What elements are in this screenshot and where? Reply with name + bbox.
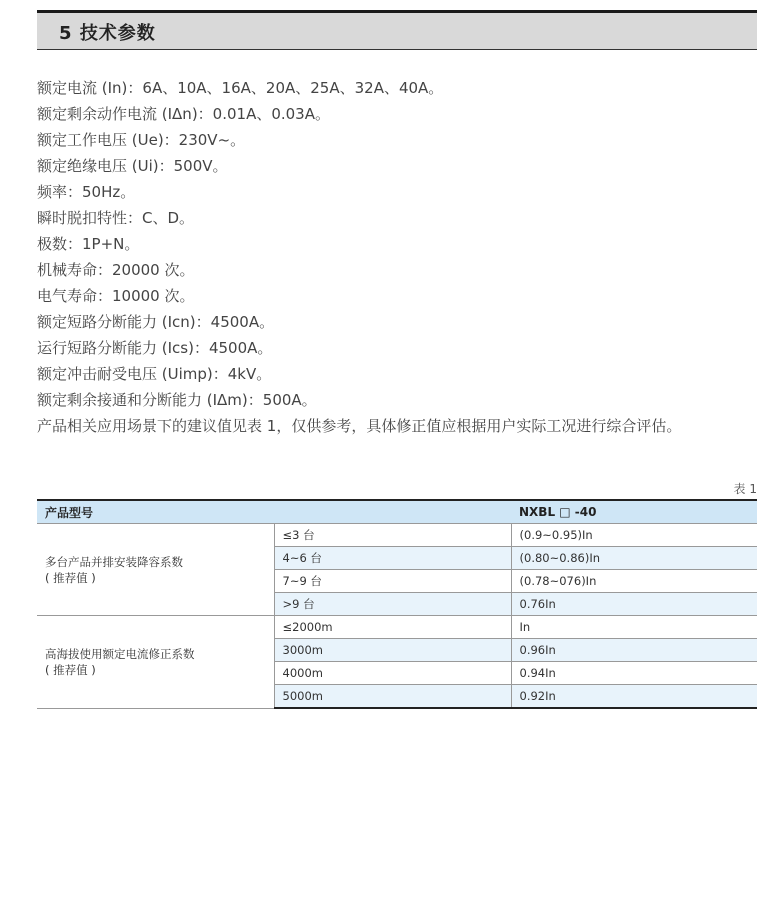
value-cell: 0.94In — [511, 662, 757, 685]
value-cell: 0.92In — [511, 685, 757, 709]
param-idm: 额定剩余接通和分断能力 (IΔm)：500A。 — [37, 391, 317, 409]
param-note: 产品相关应用场景下的建议值见表 1，仅供参考，具体修正值应根据用户实际工况进行综合评估。 — [37, 417, 682, 435]
param-trip-characteristic: 瞬时脱扣特性：C、D。 — [37, 209, 195, 227]
value-cell: 0.96In — [511, 639, 757, 662]
param-ics: 运行短路分断能力 (Ics)：4500A。 — [37, 339, 273, 357]
param-working-voltage: 额定工作电压 (Ue)：230V~。 — [37, 131, 246, 149]
value-cell: (0.9~0.95)In — [511, 524, 757, 547]
param-frequency: 频率：50Hz。 — [37, 183, 136, 201]
table-caption: 表 1 — [733, 482, 757, 496]
section-title — [59, 19, 156, 45]
condition-cell: 4~6 台 — [274, 547, 511, 570]
param-uimp: 额定冲击耐受电压 (Uimp)：4kV。 — [37, 365, 272, 383]
group-sublabel: ( 推荐值 ) — [45, 662, 96, 677]
condition-cell: >9 台 — [274, 593, 511, 616]
condition-cell: 7~9 台 — [274, 570, 511, 593]
value-cell: (0.78~076)In — [511, 570, 757, 593]
group-sublabel: ( 推荐值 ) — [45, 570, 96, 585]
condition-cell: 3000m — [274, 639, 511, 662]
value-cell: In — [511, 616, 757, 639]
condition-cell: 5000m — [274, 685, 511, 709]
header-product: 产品型号 — [37, 500, 511, 524]
section-header — [37, 10, 757, 50]
section-number: 5 — [59, 23, 73, 44]
param-residual-current: 额定剩余动作电流 (IΔn)：0.01A、0.03A。 — [37, 105, 330, 123]
group-label-altitude — [37, 616, 274, 709]
param-insulation-voltage: 额定绝缘电压 (Ui)：500V。 — [37, 157, 228, 175]
condition-cell: ≤3 台 — [274, 524, 511, 547]
parameter-list — [37, 77, 757, 441]
header-model: NXBL □ -40 — [511, 500, 757, 524]
group-label: 多台产品并排安装降容系数 — [45, 554, 183, 569]
param-poles: 极数：1P+N。 — [37, 235, 140, 253]
condition-cell: 4000m — [274, 662, 511, 685]
table-row — [37, 616, 757, 639]
section-title-text: 技术参数 — [79, 23, 156, 44]
condition-cell: ≤2000m — [274, 616, 511, 639]
value-cell: (0.80~0.86)In — [511, 547, 757, 570]
param-rated-current: 额定电流 (In)：6A、10A、16A、20A、25A、32A、40A。 — [37, 79, 444, 97]
spec-table — [37, 499, 757, 709]
param-electrical-life: 电气寿命：10000 次。 — [37, 287, 195, 305]
group-label-derating — [37, 524, 274, 616]
table-row — [37, 524, 757, 547]
param-icn: 额定短路分断能力 (Icn)：4500A。 — [37, 313, 275, 331]
group-label: 高海拔使用额定电流修正系数 — [45, 646, 195, 661]
param-mechanical-life: 机械寿命：20000 次。 — [37, 261, 195, 279]
table-header-row — [37, 500, 757, 524]
value-cell: 0.76In — [511, 593, 757, 616]
